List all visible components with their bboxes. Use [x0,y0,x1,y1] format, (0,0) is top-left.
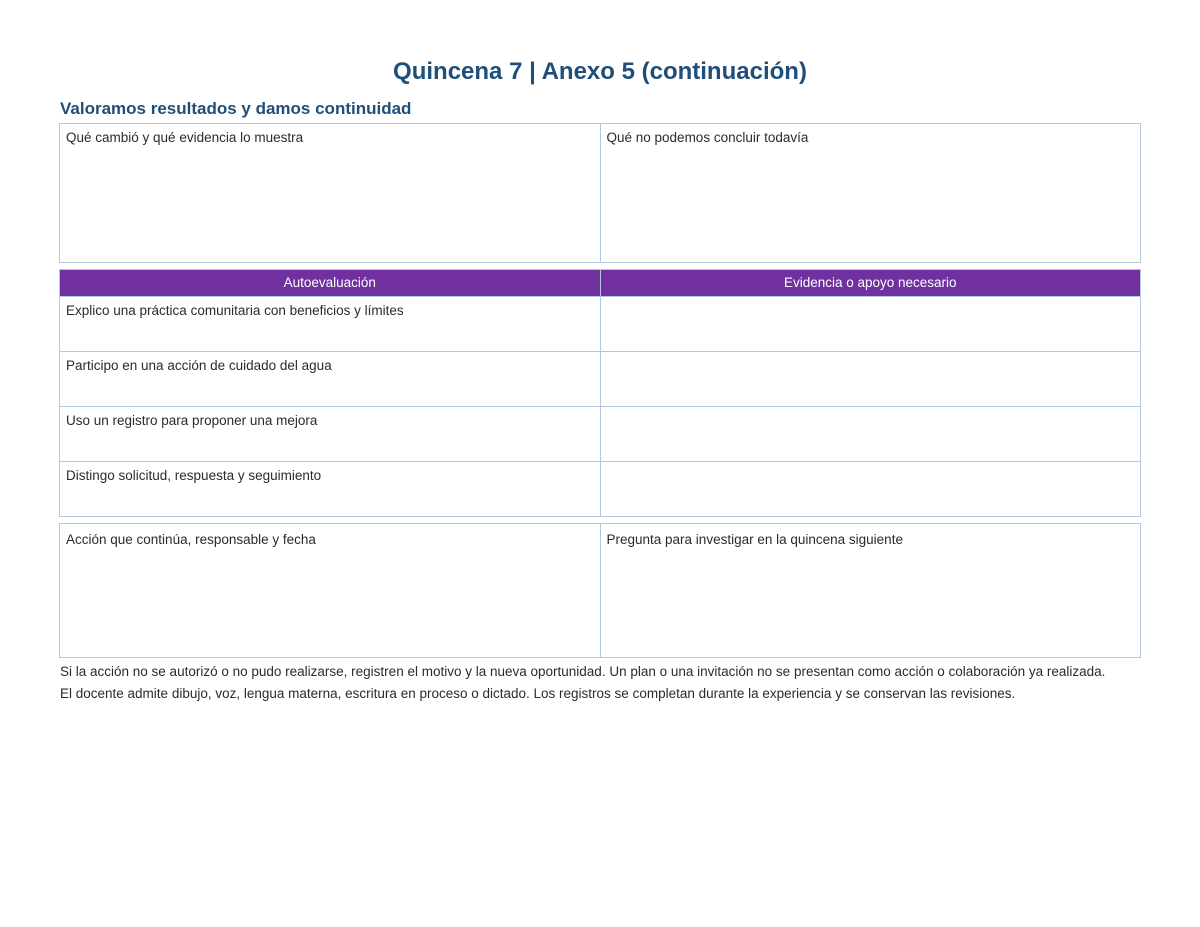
next-steps-table [59,523,1141,658]
selfeval-statement-cell: Uso un registro para proponer una mejora [60,407,601,462]
note-line: El docente admite dibujo, voz, lengua materna, escritura en proceso o dictado. Los registros se completan durante la experiencia y se conservan las revisiones. [60,686,1016,701]
cannot-conclude-cell[interactable]: Qué no podemos concluir todavía [600,124,1141,263]
next-question-cell[interactable]: Pregunta para investigar en la quincena siguiente [600,524,1141,658]
table-row [60,407,1141,462]
evidence-cell[interactable] [600,352,1141,407]
evidence-cell[interactable] [600,297,1141,352]
selfeval-table [59,269,1141,517]
table-row [60,124,1141,263]
continuing-action-cell[interactable]: Acción que continúa, responsable y fecha [60,524,601,658]
table-row [60,352,1141,407]
column-header-evidence: Evidencia o apoyo necesario [600,270,1141,297]
note-line: Si la acción no se autorizó o no pudo realizarse, registren el motivo y la nueva oportunidad. Un plan o una invitación no se presentan como acción o colaboración ya realizada. [60,664,1106,679]
table-row [60,462,1141,517]
evidence-cell[interactable] [600,407,1141,462]
what-changed-cell[interactable]: Qué cambió y qué evidencia lo muestra [60,124,601,263]
reflection-table [59,123,1141,263]
page-title: Quincena 7 | Anexo 5 (continuación) [393,58,807,85]
selfeval-statement-cell: Participo en una acción de cuidado del agua [60,352,601,407]
evidence-cell[interactable] [600,462,1141,517]
column-header-selfeval: Autoevaluación [60,270,601,297]
section-heading: Valoramos resultados y damos continuidad [60,99,412,118]
notes [60,661,1150,705]
selfeval-statement-cell: Explico una práctica comunitaria con beneficios y límites [60,297,601,352]
table-row [60,524,1141,658]
table-header-row [60,270,1141,297]
selfeval-statement-cell: Distingo solicitud, respuesta y seguimiento [60,462,601,517]
table-row [60,297,1141,352]
